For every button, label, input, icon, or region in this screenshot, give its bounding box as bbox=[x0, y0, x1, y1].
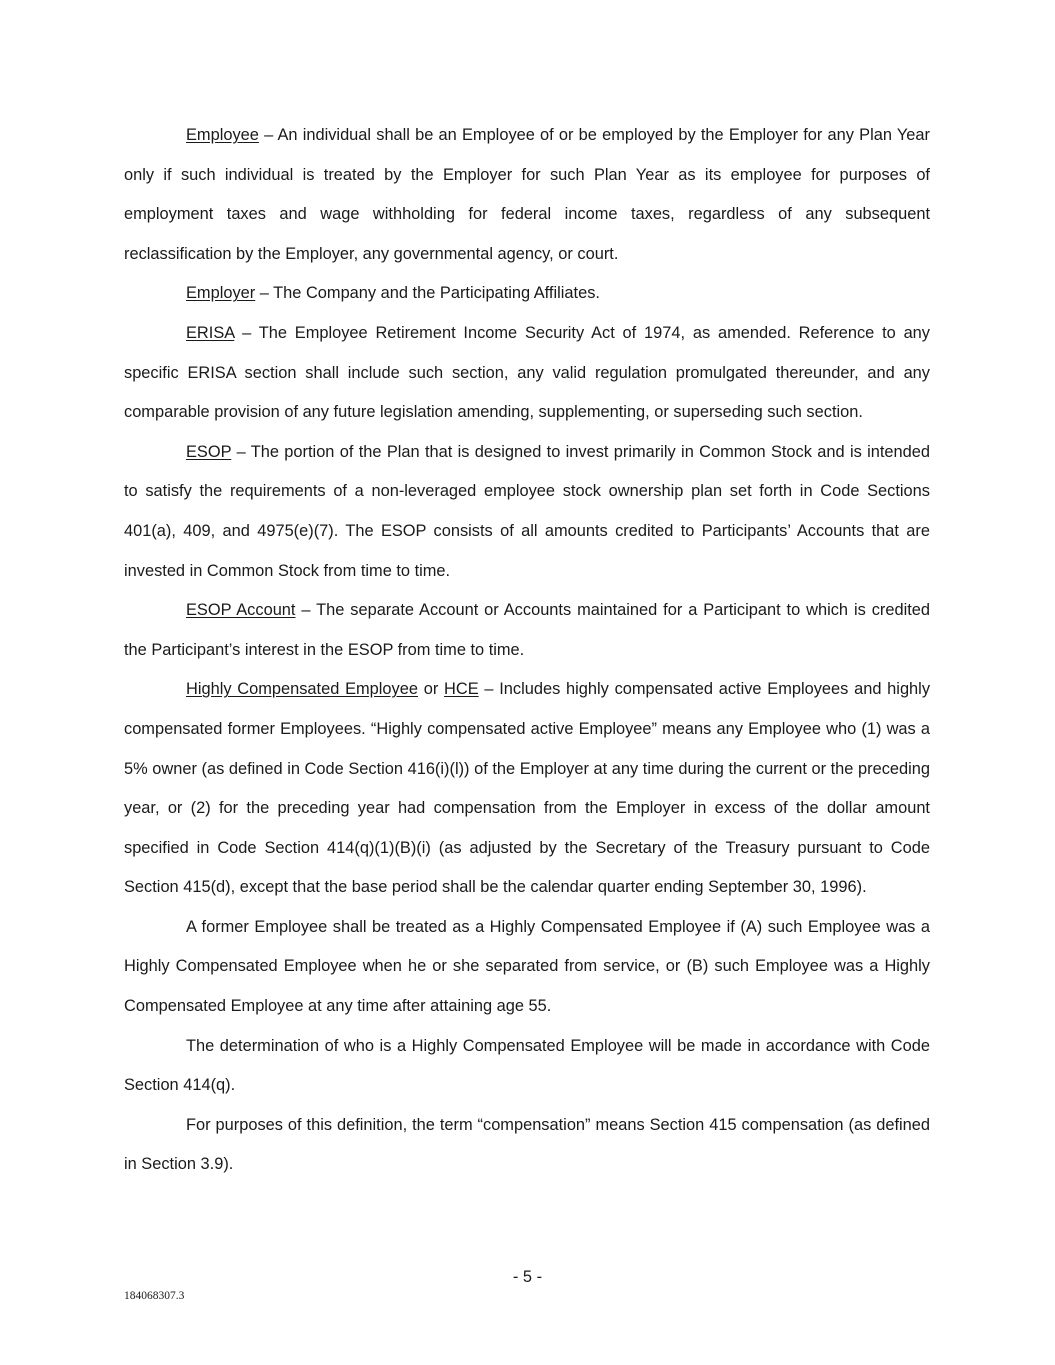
term-esop: ESOP bbox=[186, 442, 232, 461]
definition-hce bbox=[124, 670, 930, 908]
term-employee: Employee bbox=[186, 126, 259, 144]
term-erisa: ERISA bbox=[186, 323, 235, 342]
term-esop-account: ESOP Account bbox=[186, 601, 296, 620]
page-body bbox=[124, 116, 930, 1185]
definition-employee bbox=[124, 116, 930, 274]
paragraph-compensation: For purposes of this definition, the term “compensation” means Section 415 compensation (as defined in Section 3.9). bbox=[124, 1115, 930, 1174]
document-id: 184068307.3 bbox=[124, 1290, 185, 1302]
definition-text: – The Employee Retirement Income Security Act of 1974, as amended. Reference to any specific ERISA section shall include such section, any valid regulation promulgated thereunder, and any comparable provision of any future legislation amending, supplementing, or superseding such section. bbox=[124, 323, 930, 422]
definition-esop-account bbox=[124, 591, 930, 670]
definition-erisa bbox=[124, 314, 930, 433]
paragraph-former-employee: A former Employee shall be treated as a Highly Compensated Employee if (A) such Employee was a Highly Compensated Employee when he or she separated from service, or (B) such Employee was a Highly Compensated Employee at any time after attaining age 55. bbox=[124, 917, 930, 1016]
definition-text: – The separate Account or Accounts maintained for a Participant to which is credited the Participant’s interest in the ESOP from time to time. bbox=[124, 601, 930, 659]
definition-text: – Includes highly compensated active Employees and highly compensated former Employees. “Highly compensated active Employee” means any Employee who (1) was a 5% owner (as defined in Code Section 416(i)(l)) of the Employer at any time during the current or the preceding year, or (2) for the preceding year had compensation from the Employer in excess of the dollar amount specified in Code Section 414(q)(1)(B)(i) (as adjusted by the Secretary of the Treasury pursuant to Code Section 415(d), except that the base period shall be the calendar quarter ending September 30, 1996). bbox=[124, 680, 931, 897]
paragraph-determination: The determination of who is a Highly Compensated Employee will be made in accordance with Code Section 414(q). bbox=[124, 1036, 930, 1095]
definition-text: – The portion of the Plan that is designed to invest primarily in Common Stock and is intended to satisfy the requirements of a non-leveraged employee stock ownership plan set forth in Code Sections 401(a), 409, and 4975(e)(7). The ESOP consists of all amounts credited to Participants’ Accounts that are invested in Common Stock from time to time. bbox=[124, 442, 930, 580]
definition-text: – An individual shall be an Employee of or be employed by the Employer for any Plan Year only if such individual is treated by the Employer for such Plan Year as its employee for purposes of employment taxes and wage withholding for federal income taxes, regardless of any subsequent reclassification by the Employer, any governmental agency, or court. bbox=[124, 126, 930, 263]
definition-esop bbox=[124, 433, 930, 591]
term-employer: Employer bbox=[186, 284, 256, 303]
definition-text: – The Company and the Participating Affiliates. bbox=[255, 284, 600, 303]
term-connector: or bbox=[417, 680, 445, 699]
term-hce: HCE bbox=[444, 680, 479, 699]
definition-employer bbox=[124, 274, 930, 314]
term-highly-compensated-employee: Highly Compensated Employee bbox=[186, 680, 418, 699]
page-number: - 5 - bbox=[512, 1268, 543, 1286]
